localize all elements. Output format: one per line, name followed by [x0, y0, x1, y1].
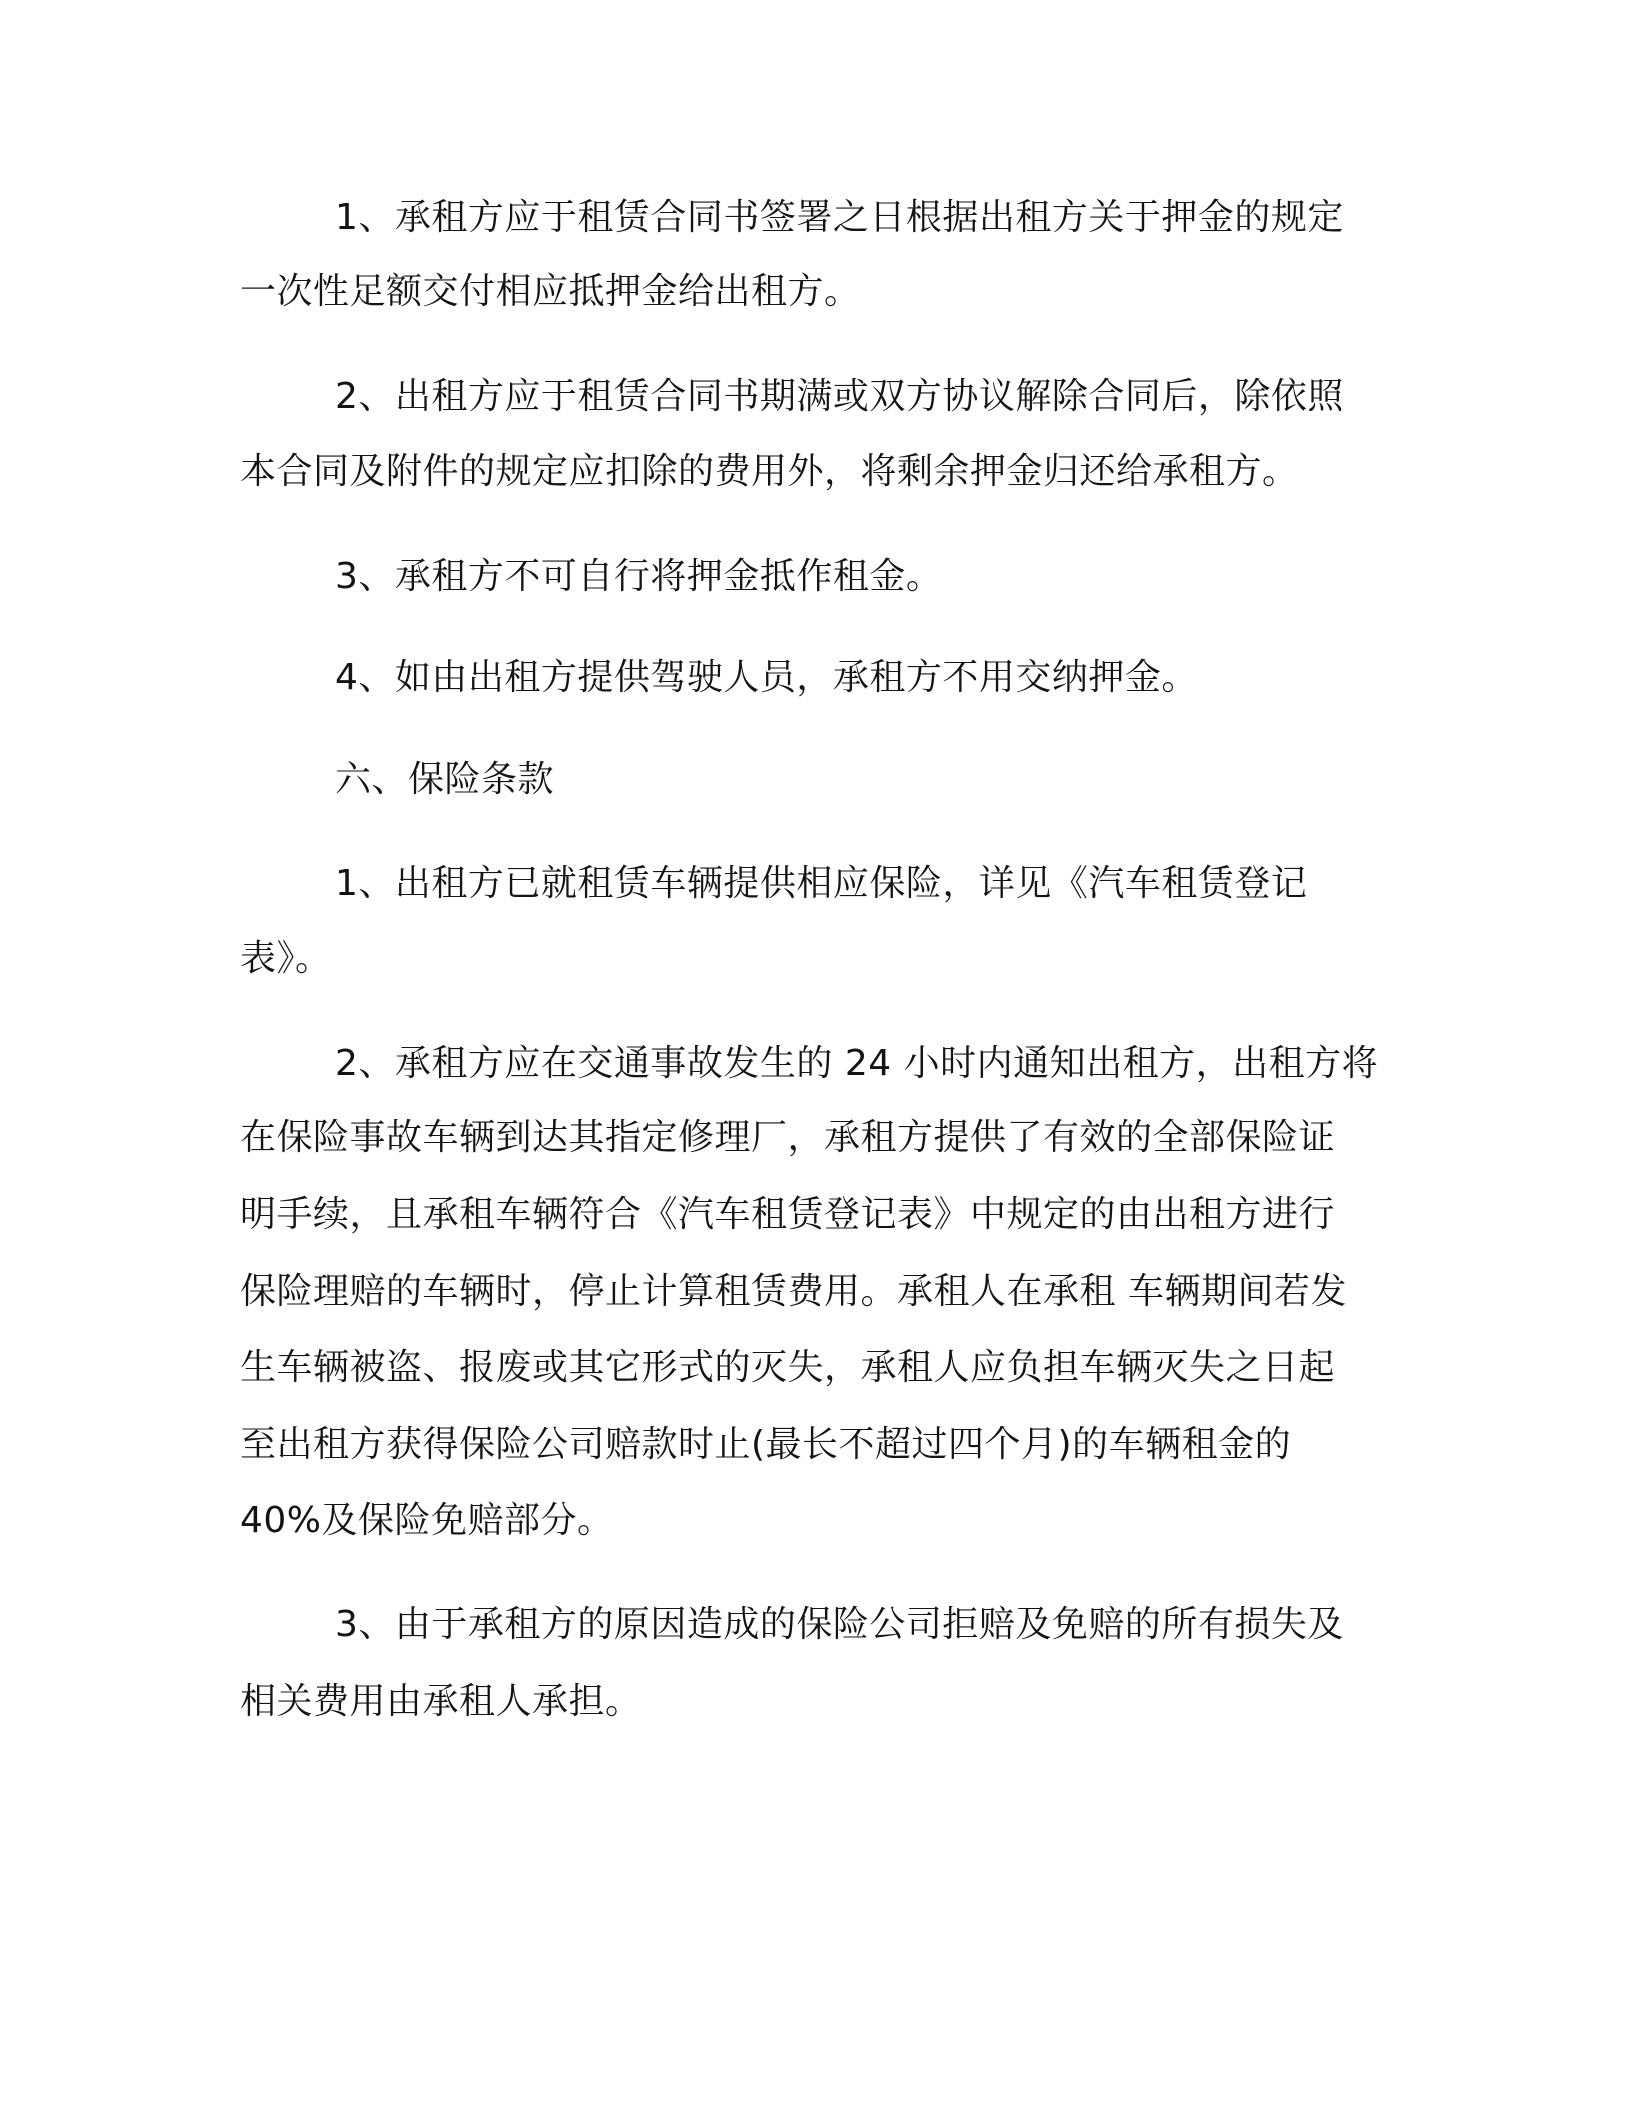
deposit-clause-2-line-2: 本合同及附件的规定应扣除的费用外，将剩余押金归还给承租方。: [240, 451, 1299, 492]
insurance-clause-2-line-4: 保险理赔的车辆时，停止计算租赁费用。承租人在承租 车辆期间若发: [240, 1271, 1347, 1312]
insurance-clause-2-line-5: 生车辆被盗、报废或其它形式的灭失，承租人应负担车辆灭失之日起: [240, 1347, 1336, 1388]
deposit-clause-4: 4、如由出租方提供驾驶人员，承租方不用交纳押金。: [335, 657, 1198, 698]
insurance-clause-1-line-2: 表》。: [240, 938, 332, 979]
insurance-clause-2-line-6: 至出租方获得保险公司赔款时止(最长不超过四个月)的车辆租金的: [240, 1424, 1292, 1465]
insurance-clause-3-line-2: 相关费用由承租人承担。: [240, 1681, 642, 1722]
insurance-clause-1-line-1: 1、出租方已就租赁车辆提供相应保险，详见《汽车租赁登记: [335, 863, 1308, 904]
deposit-clause-3: 3、承租方不可自行将押金抵作租金。: [335, 556, 943, 597]
insurance-clause-2-line-2: 在保险事故车辆到达其指定修理厂，承租方提供了有效的全部保险证: [240, 1117, 1336, 1158]
deposit-clause-1-line-2: 一次性足额交付相应抵押金给出租方。: [240, 271, 861, 312]
section-heading-insurance: 六、保险条款: [335, 759, 555, 800]
deposit-clause-1-line-1: 1、承租方应于租赁合同书签署之日根据出租方关于押金的规定: [335, 197, 1344, 238]
deposit-clause-2-line-1: 2、出租方应于租赁合同书期满或双方协议解除合同后，除依照: [335, 376, 1344, 417]
insurance-clause-3-line-1: 3、由于承租方的原因造成的保险公司拒赔及免赔的所有损失及: [335, 1604, 1344, 1645]
insurance-clause-2-line-1: 2、承租方应在交通事故发生的 24 小时内通知出租方，出租方将: [335, 1043, 1379, 1084]
insurance-clause-2-line-3: 明手续，且承租车辆符合《汽车租赁登记表》中规定的由出租方进行: [240, 1194, 1336, 1235]
insurance-clause-2-line-7: 40%及保险免赔部分。: [240, 1500, 614, 1541]
